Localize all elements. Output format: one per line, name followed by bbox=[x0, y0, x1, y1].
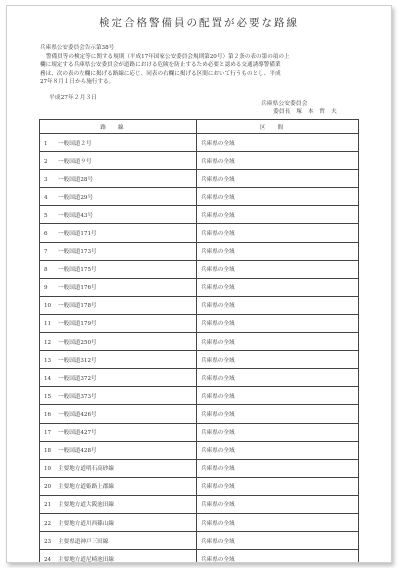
header-section: 区間 bbox=[197, 120, 359, 134]
row-number: 12 bbox=[44, 339, 52, 346]
route-cell bbox=[40, 550, 197, 563]
section-cell: 兵庫県の全域 bbox=[197, 206, 359, 224]
route-cell bbox=[40, 477, 197, 495]
route-name: 一般国道173号 bbox=[58, 249, 97, 256]
section-cell: 兵庫県の全域 bbox=[197, 532, 359, 550]
table-row bbox=[40, 405, 359, 423]
table-row bbox=[40, 314, 359, 332]
table-row bbox=[40, 459, 359, 477]
table-row bbox=[40, 188, 359, 206]
route-cell bbox=[40, 134, 197, 152]
route-name: 一般国道171号 bbox=[58, 231, 97, 238]
route-cell bbox=[40, 405, 197, 423]
table-row bbox=[40, 477, 359, 495]
route-name: 一般国道43号 bbox=[58, 212, 94, 219]
route-name: 主要地方道姫路上郡線 bbox=[58, 484, 114, 491]
section-cell: 兵庫県の全域 bbox=[197, 423, 359, 441]
row-number: 1 bbox=[44, 140, 48, 147]
notice-body bbox=[40, 44, 370, 87]
route-name: 一般国道28号 bbox=[58, 176, 94, 183]
route-name: 一般国道426号 bbox=[58, 411, 97, 418]
route-cell bbox=[40, 296, 197, 314]
table-row bbox=[40, 441, 359, 459]
route-cell bbox=[40, 495, 197, 513]
table-body bbox=[40, 134, 359, 564]
route-name: 一般国道427号 bbox=[58, 430, 97, 437]
route-name: 一般国道178号 bbox=[58, 303, 97, 310]
row-number: 4 bbox=[44, 194, 48, 201]
row-number: 24 bbox=[44, 556, 52, 563]
row-number: 20 bbox=[44, 484, 52, 491]
section-cell: 兵庫県の全域 bbox=[197, 134, 359, 152]
section-cell: 兵庫県の全域 bbox=[197, 278, 359, 296]
section-cell: 兵庫県の全域 bbox=[197, 441, 359, 459]
route-name: 一般国道176号 bbox=[58, 285, 97, 292]
row-number: 18 bbox=[44, 448, 52, 455]
route-name: 一般国道175号 bbox=[58, 267, 97, 274]
table-row bbox=[40, 495, 359, 513]
route-cell bbox=[40, 351, 197, 369]
section-cell: 兵庫県の全域 bbox=[197, 459, 359, 477]
route-cell bbox=[40, 278, 197, 296]
route-table bbox=[39, 119, 359, 563]
route-cell bbox=[40, 459, 197, 477]
row-number: 19 bbox=[44, 466, 52, 473]
route-name: 主要地方道川西篠山線 bbox=[58, 520, 114, 527]
route-cell bbox=[40, 224, 197, 242]
table-row bbox=[40, 550, 359, 563]
row-number: 10 bbox=[44, 303, 52, 310]
route-name: 一般国道29号 bbox=[58, 194, 94, 201]
route-cell bbox=[40, 369, 197, 387]
row-number: 7 bbox=[44, 249, 48, 256]
route-cell bbox=[40, 314, 197, 332]
row-number: 11 bbox=[44, 321, 52, 328]
row-number: 17 bbox=[44, 430, 52, 437]
section-cell: 兵庫県の全域 bbox=[197, 477, 359, 495]
table-row bbox=[40, 387, 359, 405]
body-line: 警備員等の検定等に関する規則（平成17年国家公安委員会規則第20号）第２条の表の第の項の上 bbox=[46, 53, 290, 60]
body-line: 欄に規定する兵庫県公安委員会が道路における危険を防止するため必要と認める交通誘導警備業 bbox=[40, 62, 281, 69]
section-cell: 兵庫県の全域 bbox=[197, 369, 359, 387]
issuer-org: 兵庫県公安委員会 bbox=[261, 101, 308, 107]
table-row bbox=[40, 296, 359, 314]
row-number: 13 bbox=[44, 357, 52, 364]
table-row bbox=[40, 152, 359, 170]
table-row bbox=[40, 260, 359, 278]
table-row bbox=[40, 333, 359, 351]
document-page bbox=[6, 5, 392, 563]
route-name: 主要地方道尼崎池田線 bbox=[58, 556, 114, 563]
notice-date: 平成27年２月３日 bbox=[49, 95, 97, 101]
section-cell: 兵庫県の全域 bbox=[197, 513, 359, 531]
table-row bbox=[40, 224, 359, 242]
notice-number: 兵庫県公安委員会告示第38号 bbox=[40, 45, 115, 51]
row-number: 14 bbox=[44, 375, 52, 382]
table-row bbox=[40, 369, 359, 387]
route-name: 主要県道神戸三田線 bbox=[58, 538, 109, 545]
route-name: 主要地方道大阪池田線 bbox=[58, 502, 114, 509]
section-cell: 兵庫県の全域 bbox=[197, 188, 359, 206]
header-route: 路線 bbox=[40, 120, 197, 134]
row-number: 21 bbox=[44, 502, 52, 509]
issuer-name: 委員長 塚 本 哲 夫 bbox=[273, 109, 337, 115]
route-cell bbox=[40, 423, 197, 441]
row-number: 22 bbox=[44, 520, 52, 527]
route-name: 主要地方道明石高砂線 bbox=[58, 466, 114, 473]
route-cell bbox=[40, 242, 197, 260]
section-cell: 兵庫県の全域 bbox=[197, 333, 359, 351]
section-cell: 兵庫県の全域 bbox=[197, 405, 359, 423]
section-cell: 兵庫県の全域 bbox=[197, 314, 359, 332]
route-name: 一般国道312号 bbox=[58, 357, 97, 364]
route-cell bbox=[40, 260, 197, 278]
route-cell bbox=[40, 333, 197, 351]
route-cell bbox=[40, 387, 197, 405]
section-cell: 兵庫県の全域 bbox=[197, 242, 359, 260]
route-name: 一般国道９号 bbox=[58, 158, 92, 165]
section-cell: 兵庫県の全域 bbox=[197, 351, 359, 369]
route-cell bbox=[40, 532, 197, 550]
table-row bbox=[40, 423, 359, 441]
table-row bbox=[40, 242, 359, 260]
table-header-row bbox=[40, 120, 359, 134]
section-cell: 兵庫県の全域 bbox=[197, 170, 359, 188]
route-cell bbox=[40, 188, 197, 206]
route-cell bbox=[40, 170, 197, 188]
route-name: 一般国道373号 bbox=[58, 393, 97, 400]
route-name: 一般国道250号 bbox=[58, 339, 97, 346]
issuer-block bbox=[261, 100, 337, 116]
row-number: 2 bbox=[44, 158, 48, 165]
table-row bbox=[40, 351, 359, 369]
section-cell: 兵庫県の全域 bbox=[197, 260, 359, 278]
section-cell: 兵庫県の全域 bbox=[197, 296, 359, 314]
body-line: 27年８月１日から施行する。 bbox=[40, 79, 115, 86]
section-cell: 兵庫県の全域 bbox=[197, 495, 359, 513]
section-cell: 兵庫県の全域 bbox=[197, 387, 359, 405]
row-number: 8 bbox=[44, 267, 48, 274]
row-number: 15 bbox=[44, 393, 52, 400]
route-cell bbox=[40, 441, 197, 459]
document-title: 検定合格警備員の配置が必要な路線 bbox=[99, 17, 299, 29]
row-number: 3 bbox=[44, 176, 48, 183]
table-row bbox=[40, 532, 359, 550]
route-name: 一般国道428号 bbox=[58, 448, 97, 455]
row-number: 16 bbox=[44, 411, 52, 418]
section-cell: 兵庫県の全域 bbox=[197, 224, 359, 242]
table-row bbox=[40, 134, 359, 152]
table-row bbox=[40, 278, 359, 296]
section-cell: 兵庫県の全域 bbox=[197, 152, 359, 170]
section-cell: 兵庫県の全域 bbox=[197, 550, 359, 563]
route-cell bbox=[40, 152, 197, 170]
row-number: 9 bbox=[44, 285, 48, 292]
table-row bbox=[40, 513, 359, 531]
route-name: 一般国道372号 bbox=[58, 375, 97, 382]
route-cell bbox=[40, 206, 197, 224]
table-row bbox=[40, 206, 359, 224]
row-number: 5 bbox=[44, 212, 48, 219]
route-name: 一般国道２号 bbox=[58, 140, 92, 147]
body-line: 務は、次の表の左欄に掲げる路線に応じ、同表の右欄に掲げる区間において行うものとし、平成 bbox=[40, 70, 281, 77]
route-name: 一般国道179号 bbox=[58, 321, 97, 328]
route-cell bbox=[40, 513, 197, 531]
row-number: 6 bbox=[44, 231, 48, 238]
row-number: 23 bbox=[44, 538, 52, 545]
table-row bbox=[40, 170, 359, 188]
